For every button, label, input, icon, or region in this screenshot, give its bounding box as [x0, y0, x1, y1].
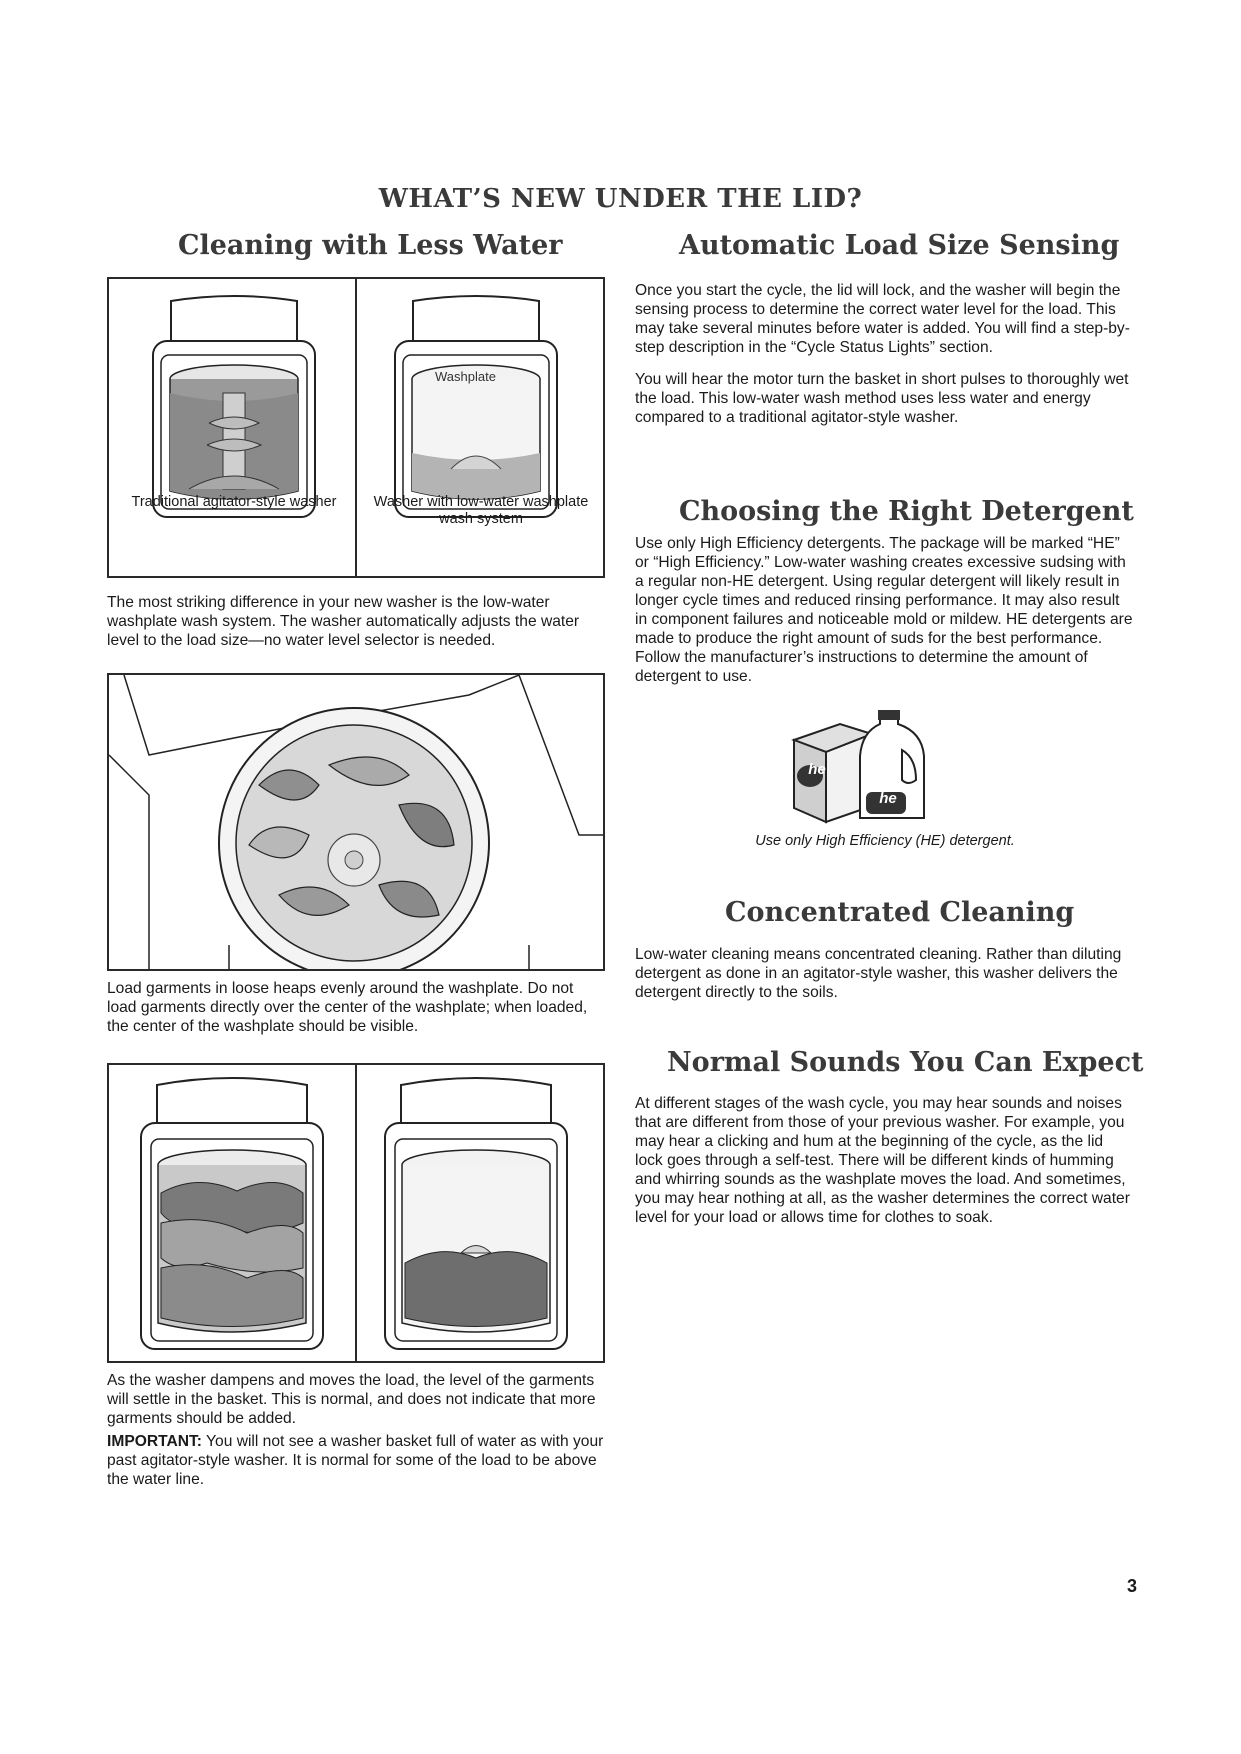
- caption-load-garments: [107, 979, 607, 1036]
- figure-washer-comparison: [107, 277, 605, 578]
- caption-text: Load garments in loose heaps evenly around the washplate. Do not load garments directly over the center of the washplate; when loaded, the center of the washplate should be visible.: [107, 980, 588, 1035]
- paragraph-text: Use only High Efficiency detergents. The package will be marked “HE” or “High Efficiency.” Low-water washing creates excessive sudsing with a regular non-HE detergent. Using regular detergent will likely result in longer cycle times and reduced rinsing performance. It may also result in component failures and noticeable mold or mildew. HE detergents are made to produce the right amount of suds for the best performance. Follow the manufacturer’s instructions to determine the amount of detergent to use.: [635, 535, 1133, 685]
- heading-right-detergent: Choosing the Right Detergent: [679, 496, 1134, 527]
- figure-divider: [355, 279, 357, 576]
- washer-full-load-illustration: [137, 1073, 327, 1353]
- washplate-label: Washplate: [435, 369, 496, 384]
- paragraph-text: You will hear the motor turn the basket in short pulses to thoroughly wet the load. This low-water wash method uses less water and energy compared to a traditional agitator-style washer.: [635, 371, 1129, 426]
- figure-loaded-basket: [107, 673, 605, 971]
- paragraph-text: The most striking difference in your new washer is the low-water washplate wash system. The washer automatically adjusts the water level to the load size—no water level selector is needed.: [107, 594, 580, 649]
- caption-washplate-washer: Washer with low-water washplate wash system: [373, 494, 589, 527]
- paragraph-text: Low-water cleaning means concentrated cleaning. Rather than diluting detergent as done in an agitator-style washer, this washer delivers the detergent directly to the soils.: [635, 946, 1122, 1001]
- paragraph-text: As the washer dampens and moves the load, the level of the garments will settle in the basket. This is normal, and does not indicate that more garments should be added.: [107, 1372, 596, 1427]
- section-right-detergent: [635, 534, 1135, 686]
- section-load-size-sensing: [635, 281, 1135, 427]
- he-logo-bottle: he: [879, 790, 897, 807]
- important-note: [107, 1432, 607, 1489]
- section-normal-sounds: [635, 1094, 1135, 1227]
- loaded-basket-illustration: [109, 675, 603, 969]
- paragraph-settled-load: [107, 1371, 607, 1489]
- heading-cleaning-less-water: Cleaning with Less Water: [178, 230, 563, 261]
- caption-he-detergent: Use only High Efficiency (HE) detergent.: [755, 833, 1015, 849]
- page-title: WHAT’S NEW UNDER THE LID?: [378, 184, 863, 214]
- paragraph-washplate-system: [107, 593, 607, 650]
- heading-concentrated-cleaning: Concentrated Cleaning: [725, 897, 1075, 928]
- page-number: 3: [1127, 1576, 1138, 1596]
- heading-load-size-sensing: Automatic Load Size Sensing: [679, 230, 1120, 261]
- agitator-washer-illustration: [149, 293, 319, 521]
- section-concentrated-cleaning: [635, 945, 1135, 1002]
- heading-normal-sounds: Normal Sounds You Can Expect: [667, 1047, 1144, 1078]
- paragraph-text: Once you start the cycle, the lid will lock, and the washer will begin the sensing process to determine the correct water level for the load. This may take several minutes before water is added. You will find a step-by-step description in the “Cycle Status Lights” section.: [635, 282, 1130, 356]
- washer-settled-load-illustration: [381, 1073, 571, 1353]
- figure-divider: [355, 1065, 357, 1361]
- important-label: IMPORTANT:: [107, 1433, 202, 1450]
- washplate-washer-illustration: [391, 293, 561, 521]
- figure-settled-load: [107, 1063, 605, 1363]
- important-text: You will not see a washer basket full of water as with your past agitator-style washer. It is normal for some of the load to be above the water line.: [107, 1433, 604, 1488]
- caption-traditional-washer: Traditional agitator-style washer: [131, 494, 337, 510]
- paragraph-text: At different stages of the wash cycle, you may hear sounds and noises that are different from those of your previous washer. For example, you may hear a clicking and hum at the beginning of the cycle, as the lid lock goes through a self-test. There will be different kinds of humming and whirring sounds as the washplate moves the load. And sometimes, you may hear nothing at all, as the washer determines the correct water level for your load or allows time for clothes to soak.: [635, 1095, 1130, 1226]
- he-logo-box: he: [808, 761, 826, 778]
